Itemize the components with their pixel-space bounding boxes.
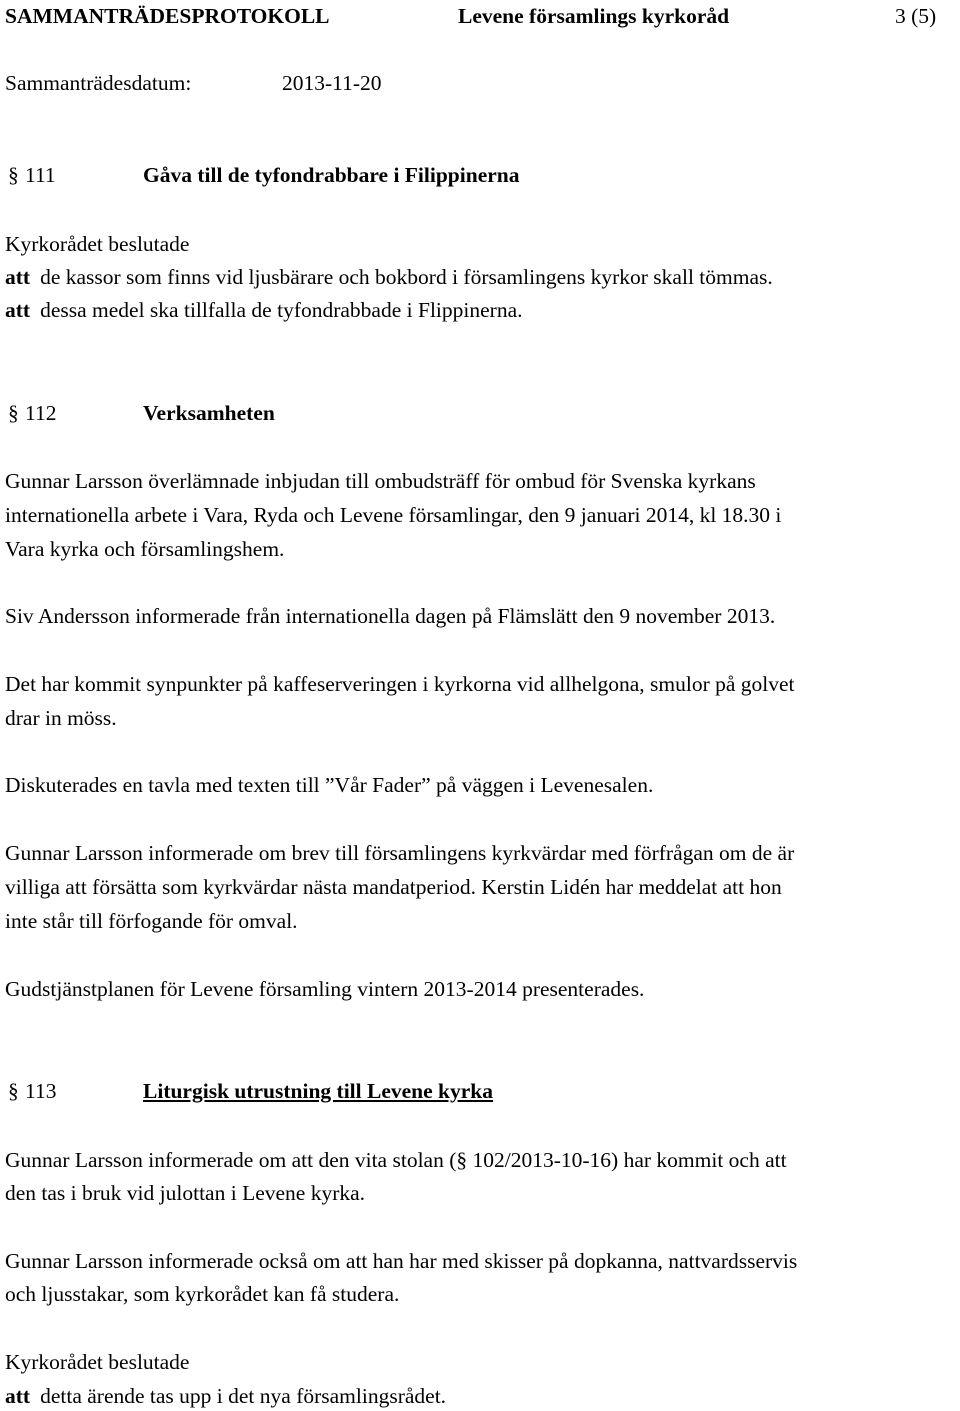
- meeting-date-value: 2013-11-20: [282, 71, 382, 95]
- paragraph-line: Vara kyrka och församlingshem.: [5, 537, 285, 561]
- section-number: 112: [25, 401, 57, 425]
- paragraph-line: Gudstjänstplanen för Levene församling vintern 2013-2014 presenterades.: [5, 977, 645, 1001]
- att-keyword: att: [5, 1384, 31, 1408]
- section-title: Liturgisk utrustning till Levene kyrka: [143, 1079, 494, 1103]
- paragraph-line: Det har kommit synpunkter på kaffeserveringen i kyrkorna vid allhelgona, smulor på golvet: [5, 672, 795, 696]
- decision-text: detta ärende tas upp i det nya församlingsrådet.: [40, 1384, 447, 1408]
- decision-text: de kassor som finns vid ljusbärare och bokbord i församlingens kyrkor skall tömmas.: [40, 265, 773, 289]
- paragraph-line: Siv Andersson informerade från internationella dagen på Flämslätt den 9 november 2013.: [5, 604, 776, 628]
- doc-type: SAMMANTRÄDESPROTOKOLL: [5, 4, 330, 28]
- paragraph-line: internationella arbete i Vara, Ryda och Levene församlingar, den 9 januari 2014, kl 18.30 i: [5, 503, 782, 527]
- paragraph-line: och ljusstakar, som kyrkorådet kan få studera.: [5, 1282, 400, 1306]
- paragraph-line: Gunnar Larsson informerade om brev till församlingens kyrkvärdar med förfrågan om de är: [5, 841, 795, 865]
- organisation-name: Levene församlings kyrkoråd: [458, 4, 730, 28]
- decision-intro: Kyrkorådet beslutade: [5, 232, 190, 256]
- section-symbol: §: [8, 401, 19, 425]
- section-symbol: §: [8, 163, 19, 187]
- paragraph-line: Gunnar Larsson informerade också om att han har med skisser på dopkanna, nattvardsservis: [5, 1249, 798, 1273]
- decision-intro: Kyrkorådet beslutade: [5, 1350, 190, 1374]
- meeting-date-label: Sammanträdesdatum:: [5, 71, 192, 95]
- paragraph-line: Diskuterades en tavla med texten till ”Vår Fader” på väggen i Levenesalen.: [5, 773, 654, 797]
- section-title: Gåva till de tyfondrabbare i Filippinerna: [143, 163, 520, 187]
- section-number: 111: [25, 163, 56, 187]
- paragraph-line: villiga att försätta som kyrkvärdar nästa mandatperiod. Kerstin Lidén har meddelat att hon: [5, 875, 782, 899]
- paragraph-line: drar in möss.: [5, 706, 117, 730]
- section-title: Verksamheten: [143, 401, 275, 425]
- decision-text: dessa medel ska tillfalla de tyfondrabbade i Flippinerna.: [40, 298, 523, 322]
- decision-line: [5, 298, 522, 323]
- paragraph-line: Gunnar Larsson överlämnade inbjudan till ombudsträff för ombud för Svenska kyrkans: [5, 469, 756, 493]
- section-number: 113: [25, 1079, 57, 1103]
- paragraph-line: den tas i bruk vid julottan i Levene kyrka.: [5, 1181, 366, 1205]
- decision-line: [5, 265, 773, 290]
- decision-line: [5, 1384, 446, 1409]
- paragraph-line: inte står till förfogande för omval.: [5, 909, 298, 933]
- section-symbol: §: [8, 1079, 19, 1103]
- page-number: 3 (5): [895, 4, 937, 28]
- att-keyword: att: [5, 298, 31, 322]
- att-keyword: att: [5, 265, 31, 289]
- paragraph-line: Gunnar Larsson informerade om att den vita stolan (§ 102/2013-10-16) har kommit och att: [5, 1148, 787, 1172]
